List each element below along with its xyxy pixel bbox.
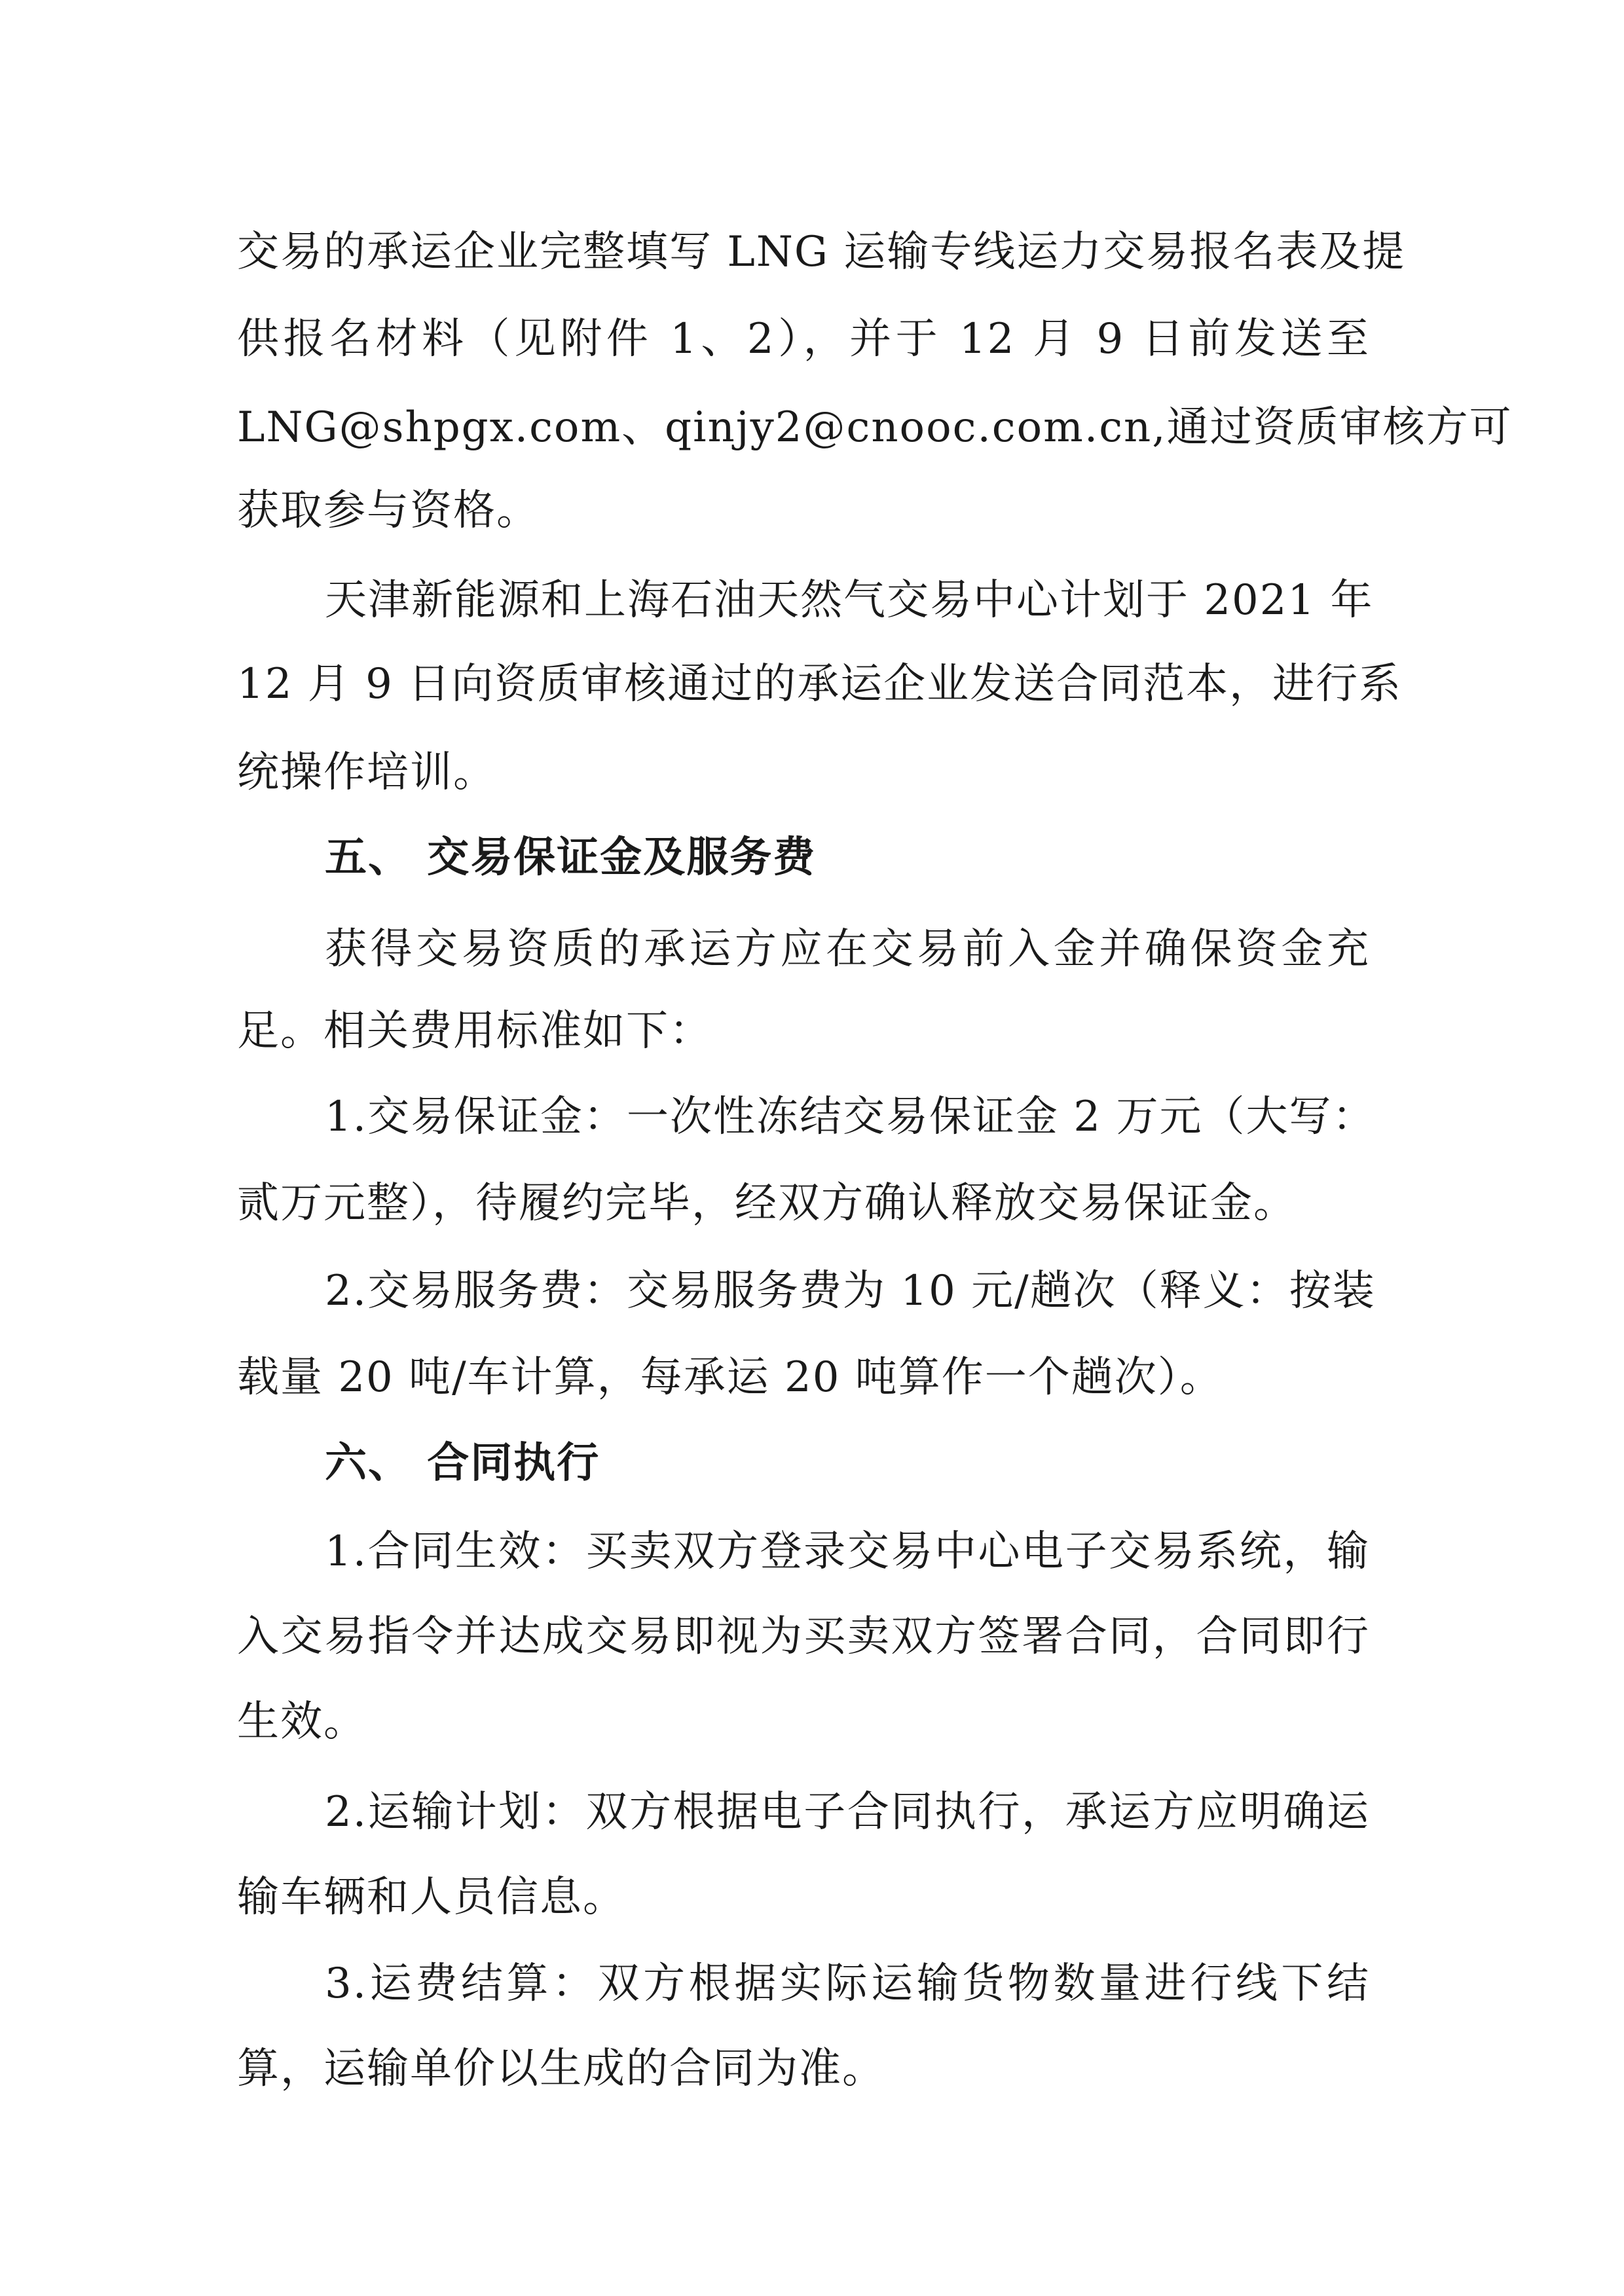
paragraph-line: 3.运费结算：双方根据实际运输货物数量进行线下结 [325, 1959, 1370, 2008]
paragraph-line: 供报名材料（见附件 1、2），并于 12 月 9 日前发送至 [237, 315, 1370, 363]
paragraph-line: 生效。 [237, 1698, 367, 1746]
paragraph-line: 足。相关费用标准如下： [237, 1007, 712, 1055]
paragraph-line: 算，运输单价以生成的合同为准。 [237, 2045, 885, 2093]
section-heading: 五、 交易保证金及服务费 [325, 833, 817, 882]
paragraph-line: 统操作培训。 [237, 748, 496, 797]
paragraph-line: 2.运输计划：双方根据电子合同执行，承运方应明确运 [325, 1788, 1370, 1836]
paragraph-line: 入交易指令并达成交易即视为买卖双方签署合同，合同即行 [237, 1613, 1370, 1661]
paragraph-line: 2.交易服务费：交易服务费为 10 元/趟次（释义：按装 [325, 1267, 1376, 1315]
paragraph-line: 天津新能源和上海石油天然气交易中心计划于 2021 年 [325, 576, 1374, 625]
paragraph-line: 1.交易保证金：一次性冻结交易保证金 2 万元（大写： [325, 1093, 1376, 1141]
paragraph-line: 1.合同生效：买卖双方登录交易中心电子交易系统，输 [325, 1527, 1370, 1576]
paragraph-line: 交易的承运企业完整填写 LNG 运输专线运力交易报名表及提 [237, 228, 1406, 276]
section-heading: 六、 合同执行 [325, 1439, 600, 1487]
paragraph-line: 12 月 9 日向资质审核通过的承运企业发送合同范本，进行系 [237, 660, 1403, 708]
paragraph-line: 获得交易资质的承运方应在交易前入金并确保资金充 [325, 925, 1370, 974]
paragraph-line: 输车辆和人员信息。 [237, 1873, 626, 1922]
paragraph-line: 贰万元整），待履约完毕，经双方确认释放交易保证金。 [237, 1179, 1297, 1228]
paragraph-line: 载量 20 吨/车计算，每承运 20 吨算作一个趟次）。 [237, 1353, 1223, 1402]
paragraph-line: LNG@shpgx.com、qinjy2@cnooc.com.cn,通过资质审核方可 [237, 403, 1513, 452]
paragraph-line: 获取参与资格。 [237, 486, 540, 535]
